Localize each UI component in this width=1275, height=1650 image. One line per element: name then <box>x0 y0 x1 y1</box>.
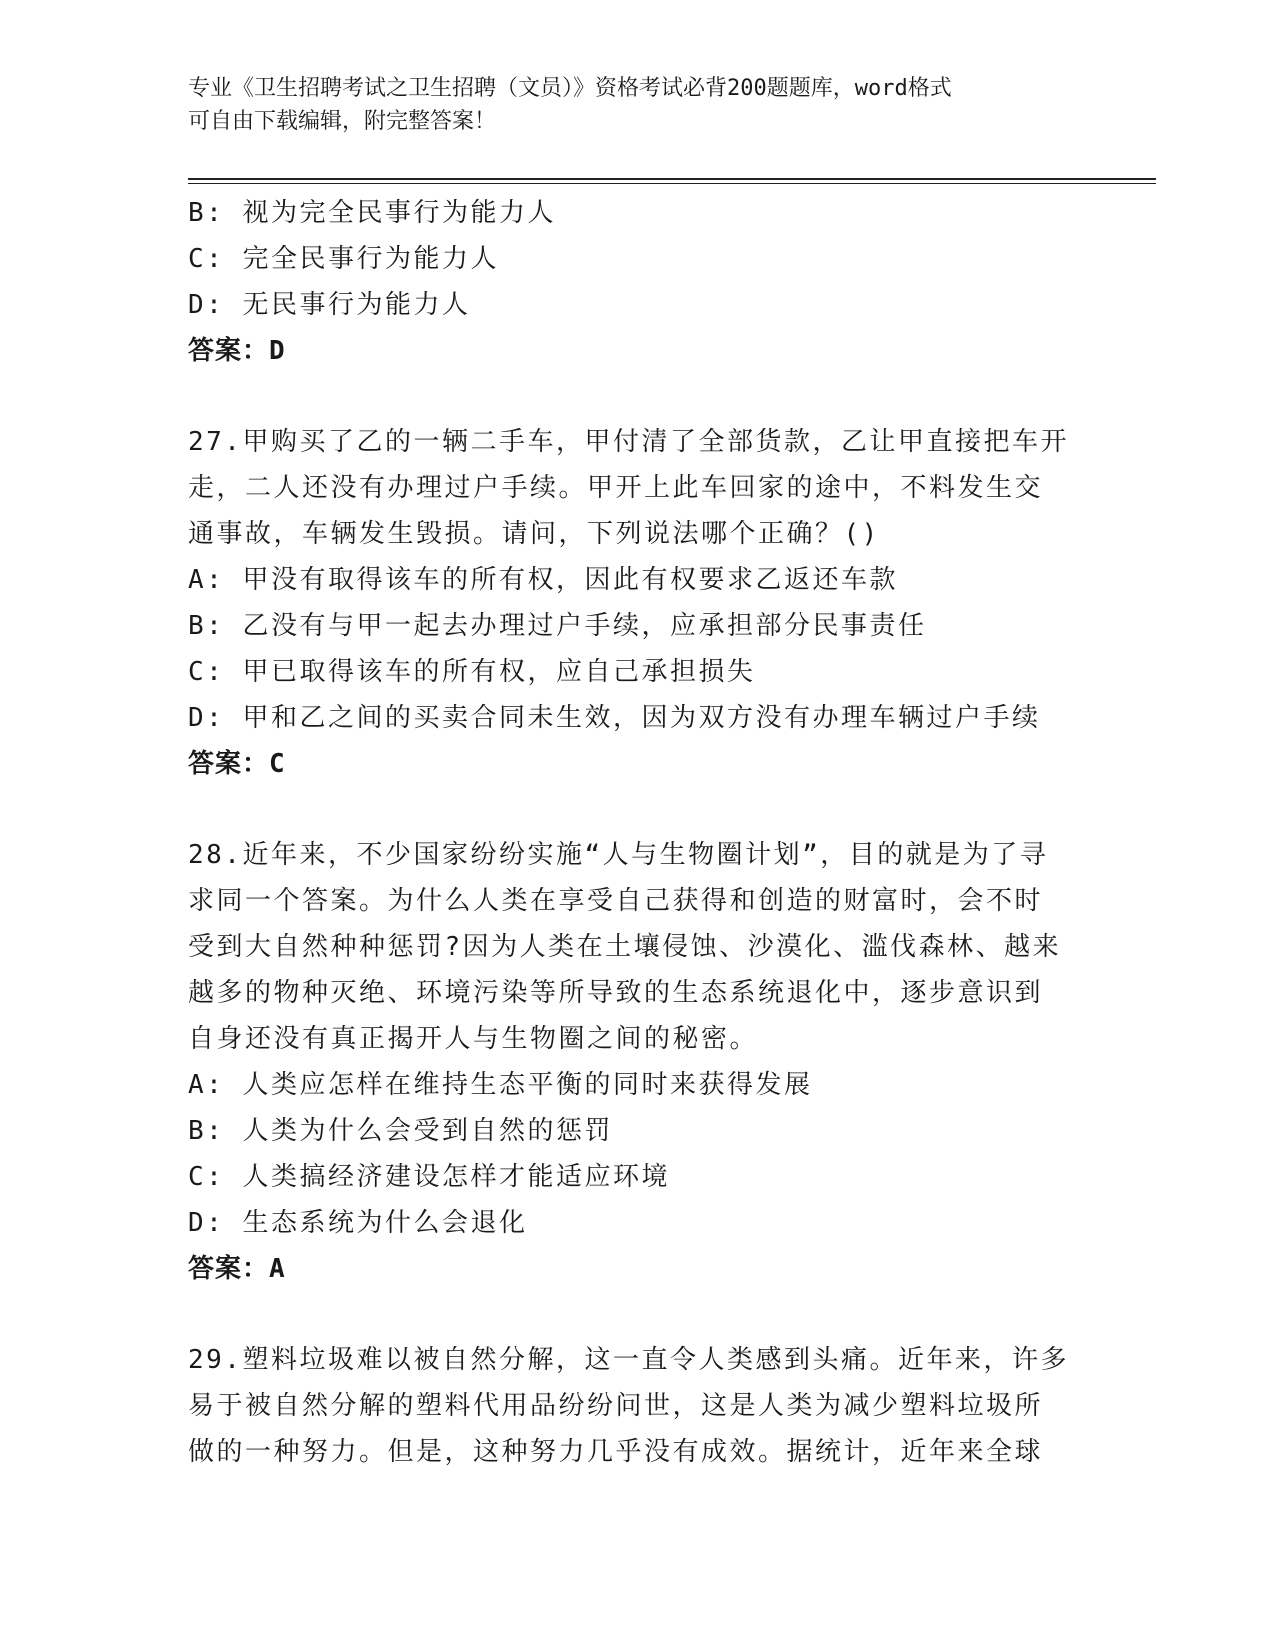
q27-option-d: D: 甲和乙之间的买卖合同未生效，因为双方没有办理车辆过户手续 <box>188 703 1041 733</box>
q27-stem-line-2: 走，二人还没有办理过户手续。甲开上此车回家的途中，不料发生交 <box>188 473 1044 503</box>
q29-stem-line-1: 29.塑料垃圾难以被自然分解，这一直令人类感到头痛。近年来，许多 <box>188 1345 1069 1375</box>
q27-option-c: C: 甲已取得该车的所有权，应自己承担损失 <box>188 657 756 687</box>
spacer <box>188 787 1078 832</box>
question-content <box>188 190 1078 1475</box>
q27-stem-line-3: 通事故，车辆发生毁损。请问，下列说法哪个正确？() <box>188 519 880 549</box>
q26-option-b: B: 视为完全民事行为能力人 <box>188 198 556 228</box>
spacer <box>188 374 1078 419</box>
q28-answer: 答案：A <box>188 1254 286 1284</box>
q28-stem-line-3: 受到大自然种种惩罚?因为人类在土壤侵蚀、沙漠化、滥伐森林、越来 <box>188 932 1062 962</box>
header-divider-thin <box>188 183 1156 184</box>
q28-option-c: C: 人类搞经济建设怎样才能适应环境 <box>188 1162 670 1192</box>
question-28 <box>188 832 1078 1292</box>
page-header <box>188 72 1088 138</box>
q27-option-b: B: 乙没有与甲一起去办理过户手续，应承担部分民事责任 <box>188 611 927 641</box>
q28-option-d: D: 生态系统为什么会退化 <box>188 1208 528 1238</box>
q28-stem-line-5: 自身还没有真正揭开人与生物圈之间的秘密。 <box>188 1024 759 1054</box>
q26-answer: 答案：D <box>188 336 286 366</box>
q27-answer: 答案：C <box>188 749 286 779</box>
question-27 <box>188 419 1078 787</box>
q28-option-a: A: 人类应怎样在维持生态平衡的同时来获得发展 <box>188 1070 813 1100</box>
q28-option-b: B: 人类为什么会受到自然的惩罚 <box>188 1116 613 1146</box>
header-divider-thick <box>188 178 1156 180</box>
header-title-line-2: 可自由下载编辑，附完整答案！ <box>188 109 497 134</box>
spacer <box>188 1292 1078 1337</box>
q26-option-d: D: 无民事行为能力人 <box>188 290 471 320</box>
q27-stem-line-1: 27.甲购买了乙的一辆二手车，甲付清了全部货款，乙让甲直接把车开 <box>188 427 1069 457</box>
q26-option-c: C: 完全民事行为能力人 <box>188 244 499 274</box>
q28-stem-line-4: 越多的物种灭绝、环境污染等所导致的生态系统退化中，逐步意识到 <box>188 978 1044 1008</box>
q29-stem-line-3: 做的一种努力。但是，这种努力几乎没有成效。据统计，近年来全球 <box>188 1437 1044 1467</box>
q28-stem-line-2: 求同一个答案。为什么人类在享受自己获得和创造的财富时，会不时 <box>188 886 1044 916</box>
q29-stem-line-2: 易于被自然分解的塑料代用品纷纷问世，这是人类为减少塑料垃圾所 <box>188 1391 1044 1421</box>
question-26-tail <box>188 190 1078 374</box>
q28-stem-line-1: 28.近年来，不少国家纷纷实施“人与生物圈计划”，目的就是为了寻 <box>188 840 1049 870</box>
q27-option-a: A: 甲没有取得该车的所有权，因此有权要求乙返还车款 <box>188 565 898 595</box>
question-29 <box>188 1337 1078 1475</box>
header-title-line-1: 专业《卫生招聘考试之卫生招聘（文员）》资格考试必背200题题库，word格式 <box>188 76 952 101</box>
